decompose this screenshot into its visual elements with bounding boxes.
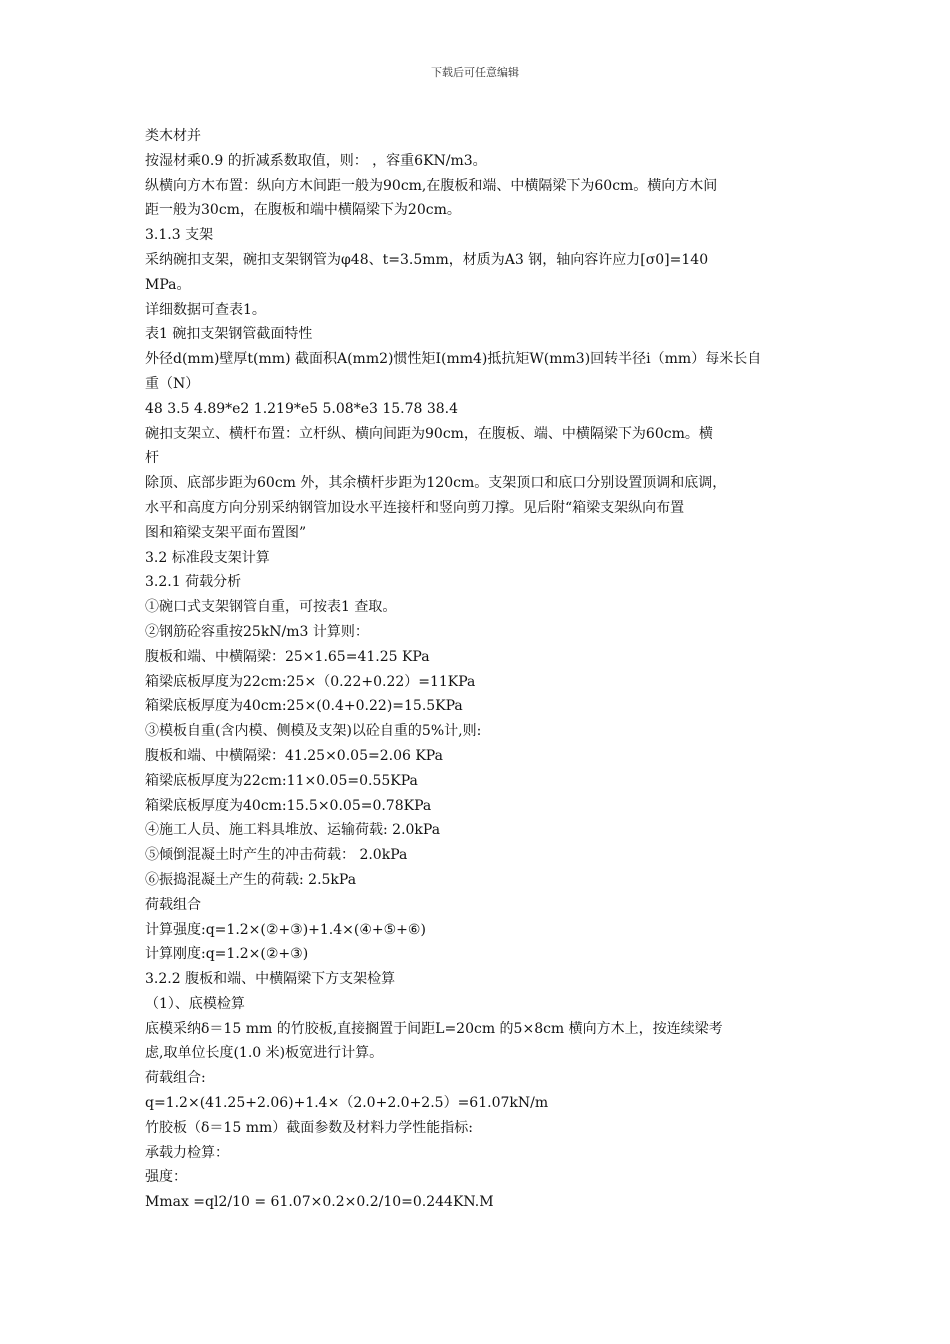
text-line: 箱梁底板厚度为22cm:25×（0.22+0.22）=11KPa — [145, 673, 476, 690]
table-row: 48 3.5 4.89*e2 1.219*e5 5.08*e3 15.78 38.4 — [145, 400, 459, 417]
text-line: ④施工人员、施工料具堆放、运输荷载: 2.0kPa — [145, 822, 441, 839]
text-line: 腹板和端、中横隔梁：41.25×0.05=2.06 KPa — [145, 747, 443, 764]
text-line: 碗扣支架立、横杆布置：立杆纵、横向间距为90cm，在腹板、端、中横隔梁下为60cm。横 — [145, 425, 713, 442]
text-line: 杆 — [145, 450, 159, 467]
text-line: ⑥振捣混凝土产生的荷载: 2.5kPa — [145, 871, 357, 888]
text-line: 荷载组合: — [145, 1070, 206, 1087]
formula-line: Mmax =ql2/10 = 61.07×0.2×0.2/10=0.244KN.M — [145, 1194, 494, 1211]
section-heading: 3.2.2 腹板和端、中横隔梁下方支架检算 — [145, 971, 396, 988]
table-caption: 表1 碗扣支架钢管截面特性 — [145, 326, 313, 343]
section-heading: 3.1.3 支架 — [145, 227, 214, 244]
text-line: 距一般为30cm，在腹板和端中横隔梁下为20cm。 — [145, 202, 461, 219]
text-line: 图和箱梁支架平面布置图” — [145, 524, 307, 541]
text-line: 竹胶板（δ＝15 mm）截面参数及材料力学性能指标: — [145, 1119, 473, 1136]
text-line: ②钢筋砼容重按25kN/m3 计算则： — [145, 623, 369, 640]
text-line: 纵横向方木布置：纵向方木间距一般为90cm,在腹板和端、中横隔梁下为60cm。横向方木间 — [145, 177, 718, 194]
text-line: 水平和高度方向分别采纳钢管加设水平连接杆和竖向剪刀撑。见后附“箱梁支架纵向布置 — [145, 499, 685, 516]
text-line: 腹板和端、中横隔梁：25×1.65=41.25 KPa — [145, 648, 430, 665]
text-line: ①碗口式支架钢管自重，可按表1 查取。 — [145, 599, 397, 616]
text-line: 按湿材乘0.9 的折减系数取值，则： ，容重6KN/m3。 — [145, 152, 487, 169]
text-line: 底模采纳δ＝15 mm 的竹胶板,直接搁置于间距L=20cm 的5×8cm 横向方木上，按连续梁考 — [145, 1020, 723, 1037]
document-body — [145, 124, 807, 1215]
text-line: 类木材并 — [145, 128, 201, 144]
text-line: 采纳碗扣支架，碗扣支架钢管为φ48、t=3.5mm，材质为A3 钢，轴向容许应力[σ0]=140 — [145, 251, 709, 268]
formula-line: 计算强度:q=1.2×(②+③)+1.4×(④+⑤+⑥) — [145, 921, 426, 938]
text-line: 箱梁底板厚度为40cm:25×(0.4+0.22)=15.5KPa — [145, 698, 463, 715]
page-header: 下载后可任意编辑 — [431, 66, 519, 79]
text-line: 强度： — [145, 1169, 187, 1186]
section-heading: 3.2.1 荷载分析 — [145, 574, 242, 591]
subsection-heading: （1）、底模检算 — [145, 995, 245, 1012]
table-header-line: 外径d(mm)壁厚t(mm) 截面积A(mm2)惯性矩I(mm4)抵抗矩W(mm3)回转半径i（mm）每米长自 — [145, 351, 762, 368]
text-line: 虑,取单位长度(1.0 米)板宽进行计算。 — [145, 1045, 384, 1062]
text-line: 除顶、底部步距为60cm 外，其余横杆步距为120cm。支架顶口和底口分别设置顶调和底调， — [145, 475, 727, 492]
text-line: 箱梁底板厚度为22cm:11×0.05=0.55KPa — [145, 772, 418, 789]
text-line: 荷载组合 — [145, 896, 201, 913]
text-line: ⑤倾倒混凝土时产生的冲击荷载： 2.0kPa — [145, 847, 408, 864]
text-line: 详细数据可查表1。 — [145, 301, 266, 318]
text-line: 箱梁底板厚度为40cm:15.5×0.05=0.78KPa — [145, 797, 432, 814]
text-line: ③模板自重(含内模、侧模及支架)以砼自重的5%计,则: — [145, 723, 482, 740]
formula-line: 计算刚度:q=1.2×(②+③) — [145, 946, 309, 963]
text-line: 承载力检算： — [145, 1144, 229, 1161]
table-header-line: 重（N） — [145, 375, 200, 392]
section-heading: 3.2 标准段支架计算 — [145, 549, 270, 566]
text-line: MPa。 — [145, 276, 191, 293]
formula-line: q=1.2×(41.25+2.06)+1.4×（2.0+2.0+2.5）=61.07kN/m — [145, 1095, 549, 1112]
